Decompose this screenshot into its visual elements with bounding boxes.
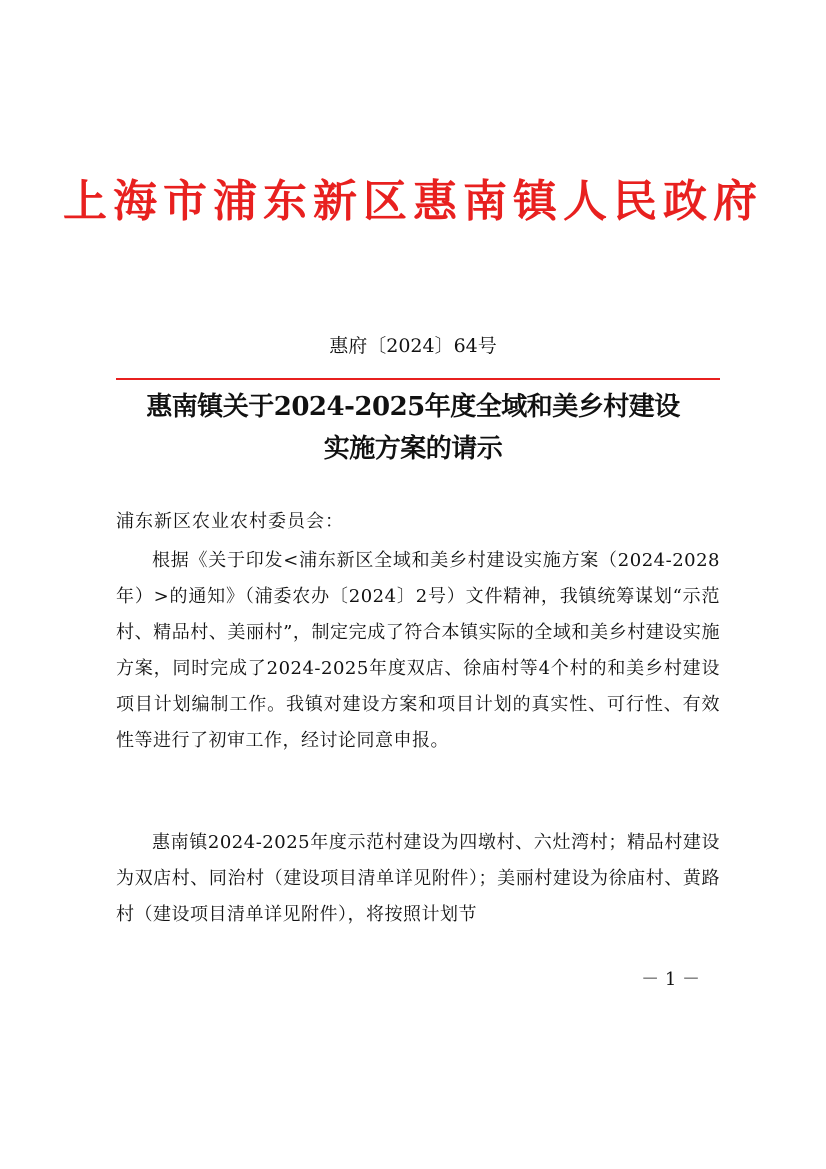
salutation: 浦东新区农业农村委员会： bbox=[116, 511, 344, 532]
document-number: 惠府〔2024〕64号 bbox=[329, 335, 497, 357]
document-title bbox=[100, 386, 726, 470]
red-separator-line bbox=[116, 378, 720, 380]
document-title-line-1: 惠南镇关于2024-2025年度全域和美乡村建设 bbox=[146, 392, 680, 422]
issuing-organization-header: 上海市浦东新区惠南镇人民政府 bbox=[63, 176, 763, 227]
body-paragraph: 根据《关于印发<浦东新区全域和美乡村建设实施方案（2024-2028年）>的通知》（浦委农办〔2024〕2号）文件精神，我镇统筹谋划“示范村、精品村、美丽村”，制定完成了符合本镇实际的全域和美乡村建设实施方案，同时完成了2024-2025年度双店、徐庙村等4个村的和美乡村建设项目计划编制工作。我镇对建设方案和项目计划的真实性、可行性、有效性等进行了初审工作，经讨论同意申报。 bbox=[116, 550, 720, 751]
document-title-line-2: 实施方案的请示 bbox=[323, 434, 503, 464]
body-paragraph: 惠南镇2024-2025年度示范村建设为四墩村、六灶湾村；精品村建设为双店村、同治村（建设项目清单详见附件）；美丽村建设为徐庙村、黄路村（建设项目清单详见附件），将按照计划节 bbox=[116, 832, 720, 925]
page-number: － 1 － bbox=[641, 969, 700, 990]
